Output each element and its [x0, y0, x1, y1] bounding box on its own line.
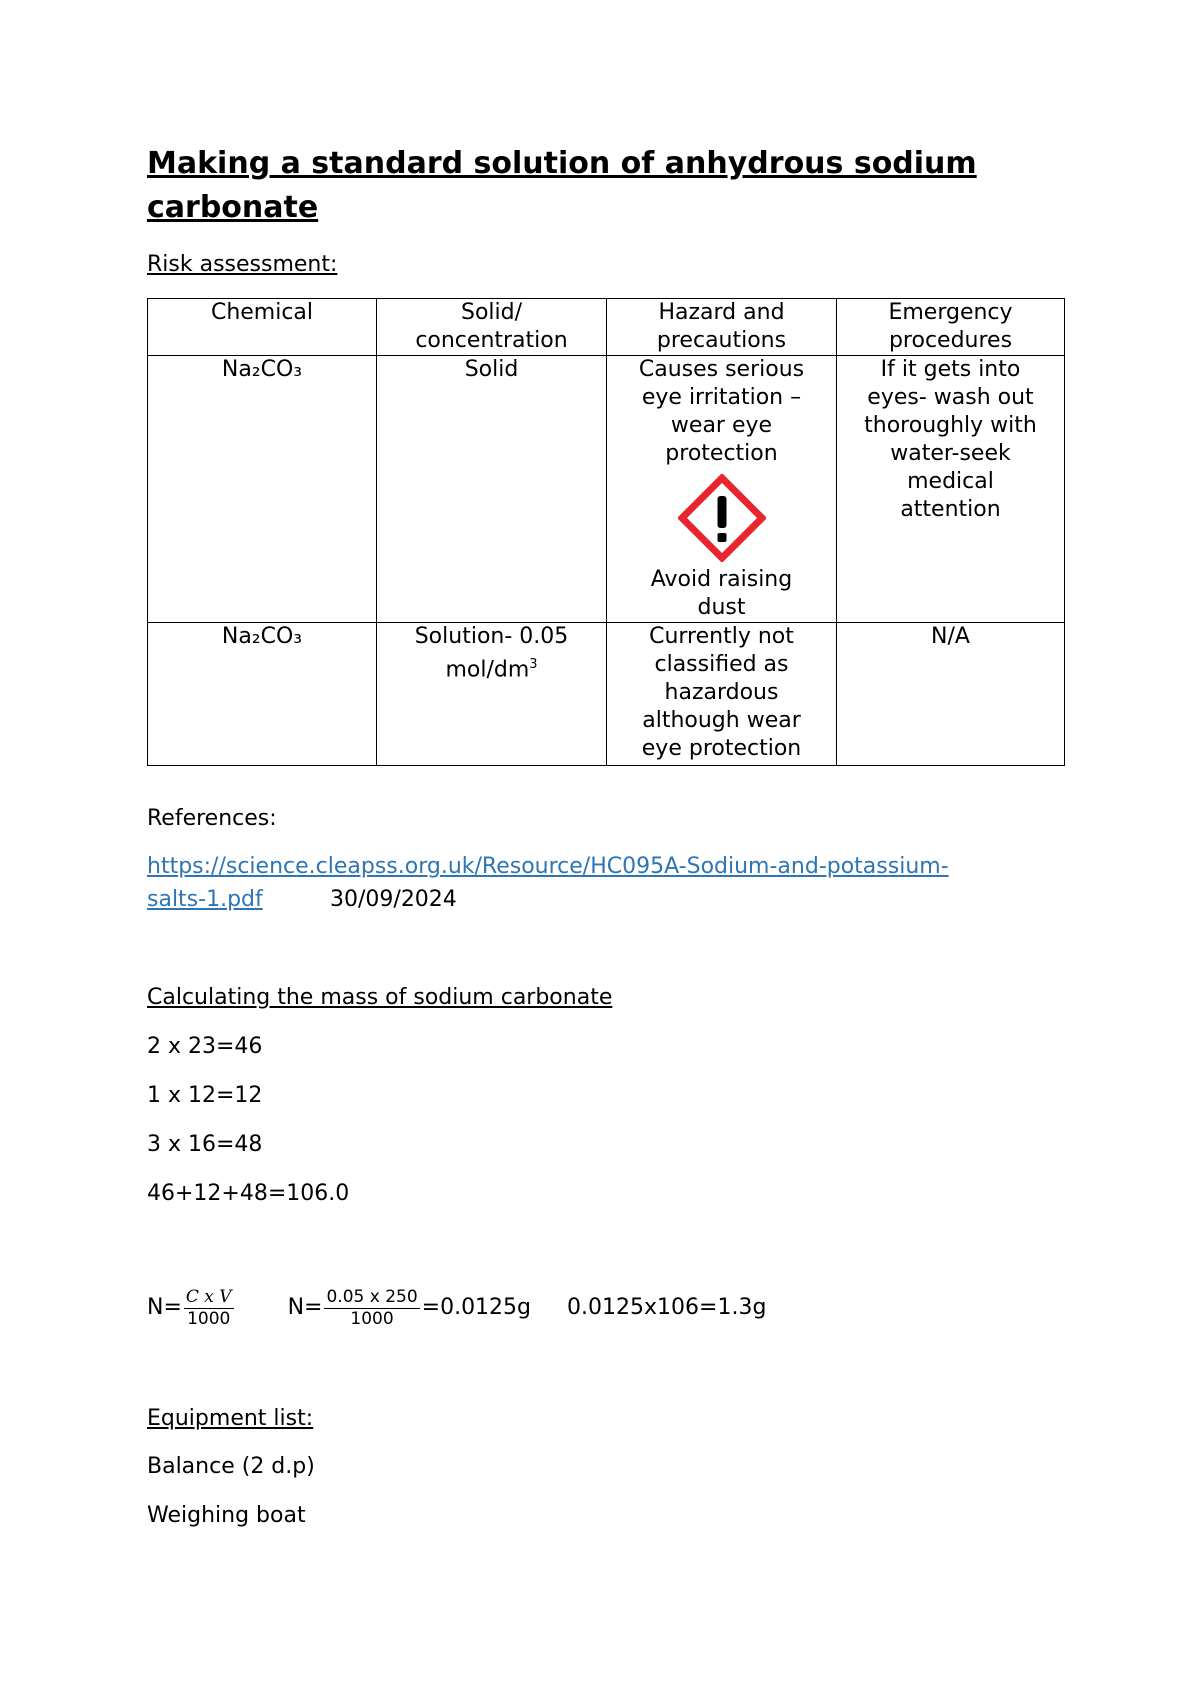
cell-hazard: Currently not classified as hazardous although wear eye protection	[607, 623, 837, 766]
reference-entry-line2	[147, 886, 263, 914]
cell-hazard: Causes serious eye irritation – wear eye protection Avoid raising dust	[607, 356, 837, 623]
references-heading: References:	[147, 806, 277, 831]
cell-chemical: Na₂CO₃	[148, 623, 377, 766]
cell-state: Solid	[377, 356, 607, 623]
table-row	[148, 356, 1065, 623]
risk-assessment-table	[147, 298, 1065, 766]
cell-chemical: Na₂CO₃	[148, 356, 377, 623]
title-line-1: Making a standard solution of anhydrous sodium	[147, 146, 977, 181]
formula-1-fraction: $\frac{\text{C x V}}{1000}$	[185, 1286, 232, 1329]
cell-emergency: If it gets into eyes- wash out thoroughly with water-seek medical attention	[837, 356, 1065, 623]
header-state: Solid/ concentration	[377, 299, 607, 356]
equipment-item: Weighing boat	[147, 1503, 306, 1528]
formula-2-result: =0.0125g	[421, 1295, 532, 1320]
calculation-heading: Calculating the mass of sodium carbonate	[147, 985, 613, 1010]
formula-1-lhs: N=	[147, 1295, 182, 1320]
header-hazard: Hazard and precautions	[607, 299, 837, 356]
cell-emergency: N/A	[837, 623, 1065, 766]
formula-2-lhs: N=	[287, 1295, 323, 1320]
equipment-item: Balance (2 d.p)	[147, 1454, 315, 1479]
title-line-2: carbonate	[147, 190, 319, 225]
equipment-heading: Equipment list:	[147, 1406, 314, 1431]
reference-link-continued[interactable]: salts-1.pdf	[147, 887, 263, 912]
reference-link[interactable]: https://science.cleapss.org.uk/Resource/HC095A-Sodium-and-potassium-	[147, 854, 949, 879]
formula-2-fraction: $\frac{0.05 x 250}{1000}$	[326, 1286, 418, 1329]
header-chemical: Chemical	[148, 299, 377, 356]
reference-entry	[147, 853, 949, 881]
formula-3: 0.0125x106=1.3g	[567, 1295, 767, 1320]
calc-line: 46+12+48=106.0	[147, 1181, 350, 1206]
calc-line: 3 x 16=48	[147, 1132, 263, 1157]
calc-line: 2 x 23=46	[147, 1034, 263, 1059]
ghs-exclamation-mark-icon	[678, 474, 766, 562]
header-emergency: Emergency procedures	[837, 299, 1065, 356]
table-header-row	[148, 299, 1065, 356]
cell-state: Solution- 0.05 mol/$dm^3$	[377, 623, 607, 766]
calc-line: 1 x 12=12	[147, 1083, 263, 1108]
reference-date: 30/09/2024	[330, 887, 457, 912]
risk-assessment-heading: Risk assessment:	[147, 252, 338, 277]
document-title	[147, 142, 1087, 230]
formula-line	[147, 1278, 766, 1338]
table-row	[148, 623, 1065, 766]
